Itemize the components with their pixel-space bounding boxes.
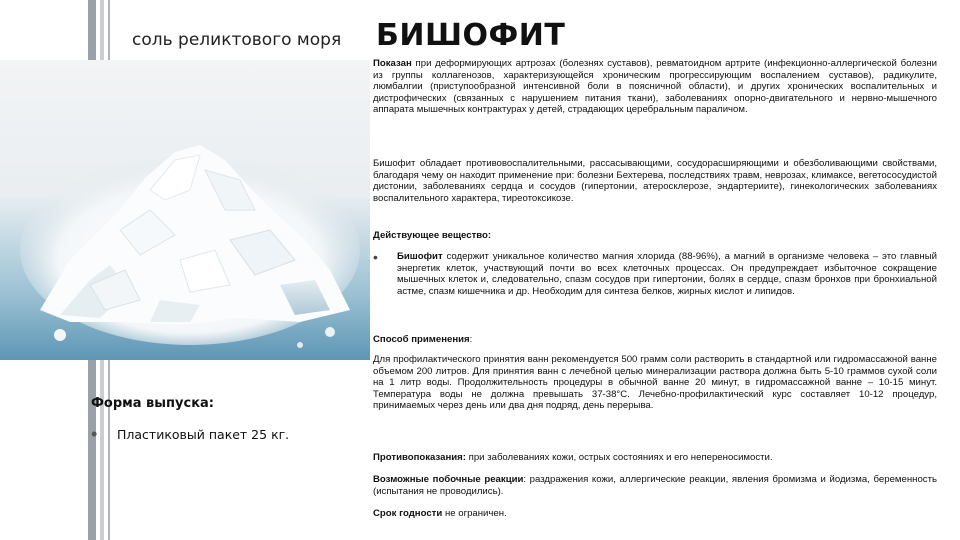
- release-form-item: [91, 424, 289, 445]
- contraindications-paragraph: [373, 452, 937, 464]
- properties-section: [373, 158, 937, 204]
- contraindications-text: при заболеваниях кожи, острых состояниях и его непереносимости.: [465, 452, 773, 463]
- active-substance-section: [373, 230, 937, 241]
- active-substance-text: содержит уникальное количество магния хлорида (88-96%), а магний в организме человека – это главный энергетик клеток, участвующий почти во всех клеточных процессах. Он предупреждает избыточное сокращение мышечных клеток и, следовательно, спазм сосудов при гипертонии, болях в сердце, спазм бронхов при бронхиальной астме, спазм кишечника и др. Необходим для синтеза белков, жирных кислот и липидов.: [397, 251, 937, 297]
- usage-paragraph: Для профилактического принятия ванн рекомендуется 500 грамм соли растворить в стандартной или гидромассажной ванне объемом 200 литров. Для принятия ванн с лечебной целью минерализации раствора должна быть 5-10 граммов сухой соли на 1 литр воды. Продолжительность процедуры в обычной ванне 20 минут, в гидромассажной ванне – 10-15 минут. Температура воды не должна превышать 37-38°С. Лечебно-профилактический курс составляет 10-12 процедур, принимаемых через день или два дня подряд, день перерыва.: [373, 354, 937, 411]
- indications-paragraph: [373, 58, 937, 116]
- active-substance-bullet: [373, 251, 937, 297]
- side-effects-text: : раздражения кожи, аллергические реакции, явления бромизма и йодизма, беременность (испытания не проводились).: [373, 474, 937, 497]
- usage-colon: :: [469, 334, 473, 345]
- side-effects-paragraph: [373, 474, 937, 497]
- indications-text: при деформирующих артрозах (болезнях суставов), ревматоидном артрите (инфекционно-аллергической болезни из группы коллагенозов, характеризующейся хроническим прогрессирующим воспалением суставов), радикулите, люмбалгии (приступообразной интенсивной боли в поясничной области), и других хронических воспалительных и дистрофических (связанных с нарушением питания ткани), заболеваниях опорно-двигательного и нервно-мышечного аппарата мышечных контрактурах у детей, страдающих церебральным параличом.: [373, 58, 937, 115]
- active-substance-paragraph: [397, 251, 937, 297]
- properties-paragraph: Бишофит обладает противовоспалительными, рассасывающими, сосудорасширяющими и обезболивающими свойствами, благодаря чему он находит применение при: болезни Бехтерева, последствиях травм, неврозах, климаксе, вегетососудистой дистонии, заболеваниях сердца и сосудов (гипертонии, атеросклерозе, эндартериите), гинекологических заболеваниях воспалительного характера, тиреотоксикозе.: [373, 158, 937, 204]
- shelf-life-section: [373, 508, 937, 520]
- page-title: БИШОФИТ: [376, 18, 566, 53]
- shelf-life-text: не ограничен.: [442, 508, 507, 519]
- release-form-heading: Форма выпуска:: [91, 396, 214, 411]
- side-effects-heading: Возможные побочные реакции: [373, 474, 524, 485]
- release-form-text: Пластиковый пакет 25 кг.: [117, 427, 290, 442]
- usage-section: [373, 334, 937, 345]
- usage-heading: Способ применения: [373, 334, 470, 345]
- contraindications-section: [373, 452, 937, 464]
- salt-crystals-image: [0, 60, 370, 360]
- shelf-life-paragraph: [373, 508, 937, 520]
- usage-heading-line: [373, 334, 937, 345]
- usage-body: [373, 354, 937, 412]
- indications-section: [373, 58, 937, 116]
- indications-lead: Показан: [373, 58, 412, 69]
- active-substance-lead: Бишофит: [397, 251, 443, 262]
- contraindications-heading: Противопоказания:: [373, 452, 466, 463]
- page-subtitle: соль реликтового моря: [132, 30, 342, 50]
- side-effects-section: [373, 474, 937, 497]
- active-substance-heading: Действующее вещество:: [373, 230, 492, 241]
- shelf-life-heading: Срок годности: [373, 508, 443, 519]
- bullet-icon: •: [91, 424, 98, 444]
- bullet-icon: •: [373, 249, 378, 265]
